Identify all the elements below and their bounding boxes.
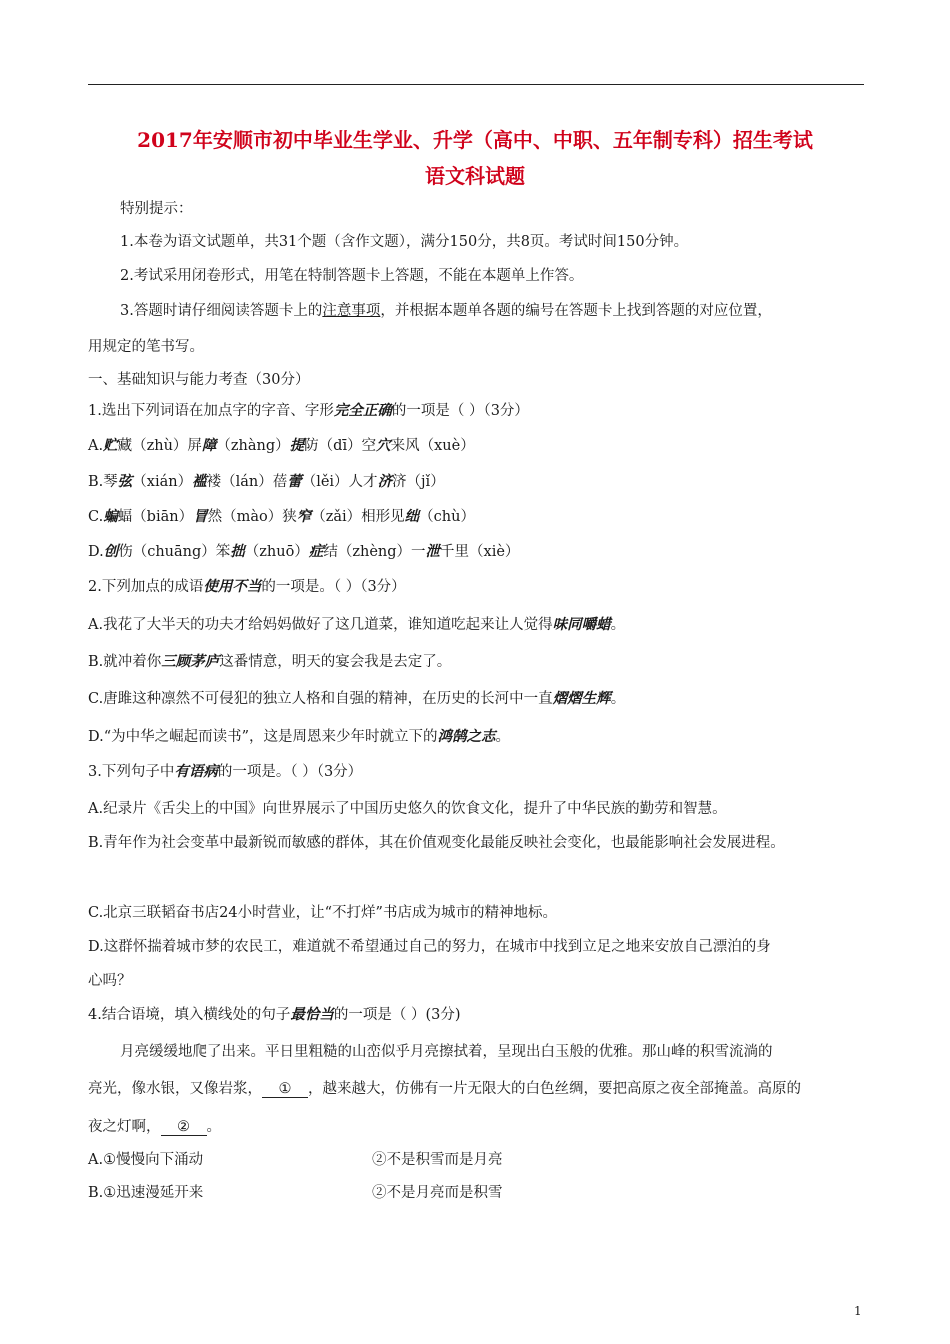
q3-option-d-cont: 心吗？ (88, 973, 132, 989)
q4-option-a: A.①慢慢向下涌动 ②不是积雪而是月亮 (88, 1152, 503, 1168)
q4-option-b: B.①迅速漫延开来 ②不是月亮而是积雪 (88, 1185, 503, 1201)
q2-option-d: D.“为中华之崛起而读书”，这是周恩来少年时就立下的鸿鹄之志。 (88, 728, 511, 745)
notice-item-2: 2.考试采用闭卷形式，用笔在特制答题卡上答题，不能在本题单上作答。 (120, 268, 584, 284)
q4-passage-line-1: 月亮缓缓地爬了出来。平日里粗糙的山峦似乎月亮擦拭着，呈现出白玉般的优雅。那山峰的积雪流淌的 (120, 1044, 773, 1060)
section-heading: 一、基础知识与能力考查（30分） (88, 372, 310, 388)
notice-item-3-cont: 用规定的笔书写。 (88, 339, 204, 355)
blank-2: ② (161, 1119, 207, 1136)
q2-option-b: B.就冲着你三顾茅庐这番情意，明天的宴会我是去定了。 (88, 653, 452, 670)
blank-1: ① (262, 1081, 308, 1098)
exam-subtitle: 语文科试题 (425, 164, 525, 188)
notice-item-3: 3.答题时请仔细阅读答题卡上的注意事项，并根据本题单各题的编号在答题卡上找到答题的对应位置， (120, 303, 772, 319)
q1-option-d: D.创伤（chuāng）笨拙（zhuō）症结（zhèng）一泄千里（xiè） (88, 543, 520, 560)
page-number: 1 (854, 1304, 862, 1318)
q4-option-b-part2: ②不是月亮而是积雪 (372, 1185, 503, 1201)
q4-passage-line-3: 夜之灯啊， ② 。 (88, 1119, 221, 1135)
q4-passage-line-2: 亮光，像水银，又像岩浆， ① ，越来越大，仿佛有一片无限大的白色丝绸，要把高原之夜全部掩盖。高原的 (88, 1081, 801, 1097)
notice-underline: 注意事项 (322, 303, 381, 319)
q3-option-d: D.这群怀揣着城市梦的农民工，难道就不希望通过自己的努力，在城市中找到立足之地来安放自己漂泊的身 (88, 939, 771, 955)
q1-option-b: B.琴弦（xián）褴褛（lán）蓓蕾（lěi）人才济济（jǐ） (88, 473, 445, 490)
q3-stem: 3.下列句子中有语病的一项是。（ ）（3分） (88, 763, 363, 780)
q3-option-a: A.纪录片《舌尖上的中国》向世界展示了中国历史悠久的饮食文化，提升了中华民族的勤劳和智慧。 (88, 801, 727, 817)
q3-option-c: C.北京三联韬奋书店24小时营业，让“不打烊”书店成为城市的精神地标。 (88, 905, 557, 921)
q1-option-c: C.蝙蝠（biān）冒然（mào）狭窄（zǎi）相形见绌（chù） (88, 508, 475, 525)
q2-option-a: A.我花了大半天的功夫才给妈妈做好了这几道菜，谁知道吃起来让人觉得味同嚼蜡。 (88, 616, 626, 633)
notice-item-1: 1.本卷为语文试题单，共31个题（含作文题），满分150分，共8页。考试时间150分钟。 (120, 234, 689, 250)
q1-option-a: A.贮藏（zhù）屏障（zhàng）提防（dī）空穴来风（xuè） (88, 437, 475, 454)
q4-option-a-part2: ②不是积雪而是月亮 (372, 1152, 503, 1168)
q1-stem: 1.选出下列词语在加点字的字音、字形完全正确的一项是（ ）（3分） (88, 402, 529, 419)
q3-option-b: B.青年作为社会变革中最新锐而敏感的群体，其在价值观变化最能反映社会变化，也最能影响社会发展进程。 (88, 835, 785, 851)
header-rule (88, 84, 864, 85)
exam-title: 2017年安顺市初中毕业生学业、升学（高中、中职、五年制专科）招生考试 (137, 128, 813, 152)
q2-stem: 2.下列加点的成语使用不当的一项是。（ ）（3分） (88, 578, 406, 595)
q2-option-c: C.唐雎这种凛然不可侵犯的独立人格和自强的精神，在历史的长河中一直熠熠生辉。 (88, 690, 626, 707)
notice-heading: 特别提示： (120, 201, 193, 217)
q4-stem: 4.结合语境，填入横线处的句子最恰当的一项是（ ）(3分) (88, 1006, 461, 1023)
